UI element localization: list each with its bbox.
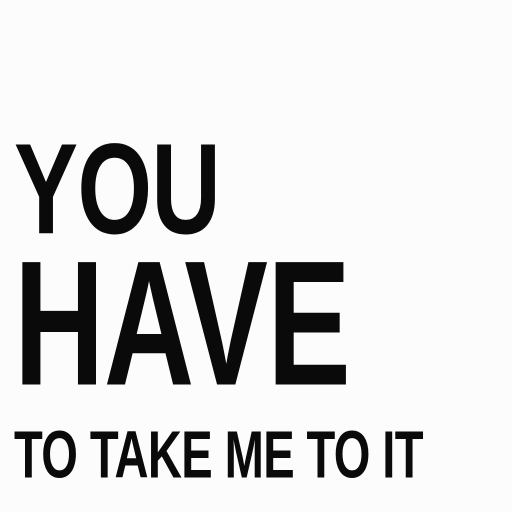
quote-line-to-take-me-to-it: TO TAKE ME TO IT bbox=[14, 417, 423, 493]
quote-line-have: HAVE bbox=[14, 223, 351, 423]
quote-line-you: YOU bbox=[14, 116, 221, 261]
